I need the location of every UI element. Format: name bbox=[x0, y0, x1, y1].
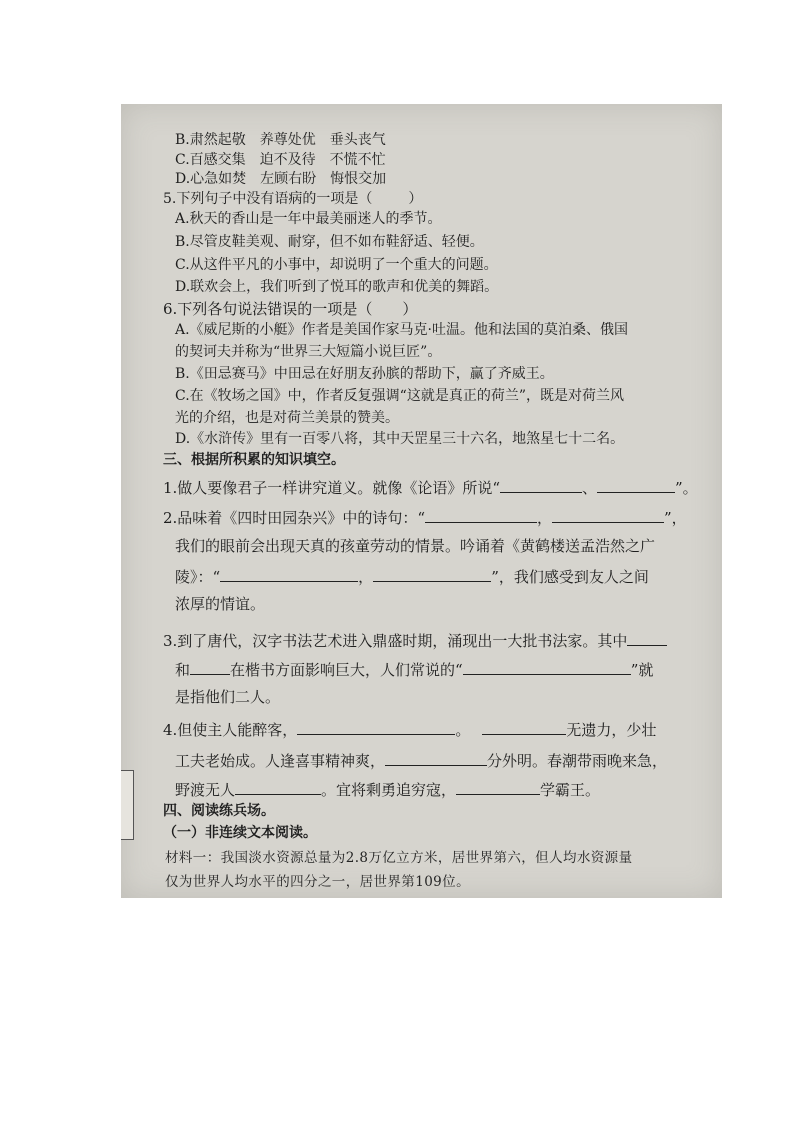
s3-q4-a1: 4.但使主人能醉客， bbox=[163, 721, 298, 739]
s3-q4-blank-2[interactable] bbox=[482, 719, 566, 735]
s3-q2-line2: 我们的眼前会出现天真的孩童劳动的情景。吟诵着《黄鹤楼送孟浩然之广 bbox=[175, 537, 656, 555]
q4-option-c: C.百感交集 迫不及待 不慌不忙 bbox=[175, 152, 386, 168]
s3-q1-text: 1.做人要像君子一样讲究道义。就像《论语》所说“ bbox=[163, 479, 500, 497]
edge-mark bbox=[121, 770, 134, 840]
s3-q4-blank-1[interactable] bbox=[297, 719, 455, 735]
q5-option-d: D.联欢会上，我们听到了悦耳的歌声和优美的舞蹈。 bbox=[175, 279, 499, 295]
q5-stem-text: 5.下列句子中没有语病的一项是（ bbox=[163, 191, 373, 207]
q5-stem bbox=[163, 190, 422, 208]
s3-q2-text: 2.品味着《四时田园杂兴》中的诗句：“ bbox=[163, 509, 425, 527]
s3-q1-blank-2[interactable] bbox=[597, 477, 675, 493]
material1-line2: 仅为世界人均水平的四分之一，居世界第109位。 bbox=[165, 874, 470, 890]
s3-q2-line1 bbox=[163, 507, 687, 528]
s3-q1-end: ”。 bbox=[675, 479, 698, 497]
q6-option-a-line1: A.《威尼斯的小艇》作者是美国作家马克·吐温。他和法国的莫泊桑、俄国 bbox=[175, 322, 629, 338]
q6-stem: 6.下列各句说法错误的一项是（ ） bbox=[163, 300, 418, 318]
s3-q2-c-end: ”，我们感受到友人之间 bbox=[491, 568, 649, 586]
q5-option-b: B.尽管皮鞋美观、耐穿，但不如布鞋舒适、轻便。 bbox=[175, 234, 484, 250]
s3-q4-a3: 无遗力，少壮 bbox=[566, 721, 657, 739]
s3-q4-blank-5[interactable] bbox=[456, 779, 540, 795]
s3-q4-c3: 学霸王。 bbox=[540, 781, 601, 799]
s3-q1 bbox=[163, 477, 698, 498]
s3-q3-line1 bbox=[163, 630, 667, 651]
q6-option-d: D.《水浒传》里有一百零八将，其中天罡星三十六名，地煞星七十二名。 bbox=[175, 431, 625, 447]
s3-q3-b3: ”就 bbox=[630, 661, 654, 679]
s3-q3-text: 3.到了唐代，汉字书法艺术进入鼎盛时期，涌现出一大批书法家。其中 bbox=[163, 632, 628, 650]
q6-option-c-line2: 光的介绍，也是对荷兰美景的赞美。 bbox=[175, 410, 399, 426]
q6-option-c-line1: C.在《牧场之国》中，作者反复强调“这就是真正的荷兰”，既是对荷兰风 bbox=[175, 388, 624, 404]
q5-option-c: C.从这件平凡的小事中，却说明了一个重大的问题。 bbox=[175, 257, 498, 273]
s3-q4-c2: 。宜将剩勇追穷寇， bbox=[321, 781, 457, 799]
s3-q2-blank-1[interactable] bbox=[425, 507, 537, 523]
s3-q3-blank-2[interactable] bbox=[190, 659, 230, 675]
s3-q4-c1: 野渡无人 bbox=[175, 781, 236, 799]
s3-q2-c-sep: ， bbox=[358, 568, 374, 586]
q5-option-a: A.秋天的香山是一年中最美丽迷人的季节。 bbox=[175, 211, 442, 227]
s3-q2-line3 bbox=[175, 566, 649, 587]
s3-q1-sep: 、 bbox=[581, 479, 597, 497]
q6-option-b: B.《田忌赛马》中田忌在好朋友孙膑的帮助下，赢了齐威王。 bbox=[175, 366, 554, 382]
s3-q3-b2: 在楷书方面影响巨大，人们常说的“ bbox=[230, 661, 463, 679]
s3-q2-sep: ， bbox=[536, 509, 552, 527]
s3-q4-line1 bbox=[163, 719, 656, 740]
s3-q4-line2 bbox=[175, 750, 667, 771]
s3-q2-line4: 浓厚的情谊。 bbox=[175, 595, 266, 613]
s3-q3-line3: 是指他们二人。 bbox=[175, 688, 281, 706]
scanned-page bbox=[121, 104, 722, 898]
section3-heading: 三、根据所积累的知识填空。 bbox=[163, 452, 345, 468]
section4-subheading: （一）非连续文本阅读。 bbox=[163, 825, 317, 841]
s3-q4-line3 bbox=[175, 779, 600, 800]
q6-option-a-line2: 的契诃夫并称为“世界三大短篇小说巨匠”。 bbox=[175, 344, 442, 360]
s3-q2-blank-2[interactable] bbox=[552, 507, 664, 523]
s3-q4-blank-3[interactable] bbox=[385, 750, 487, 766]
s3-q4-b2: 分外明。春潮带雨晚来急， bbox=[487, 752, 668, 770]
section4-heading: 四、阅读练兵场。 bbox=[163, 803, 275, 819]
q4-option-d: D.心急如焚 左顾右盼 悔恨交加 bbox=[175, 171, 387, 187]
s3-q2-end: ”， bbox=[664, 509, 687, 527]
s3-q4-blank-4[interactable] bbox=[235, 779, 321, 795]
s3-q3-line2 bbox=[175, 659, 653, 680]
s3-q2-blank-4[interactable] bbox=[373, 566, 491, 582]
s3-q1-blank-1[interactable] bbox=[500, 477, 582, 493]
q5-stem-end: ） bbox=[408, 191, 423, 207]
s3-q4-b1: 工夫老始成。人逢喜事精神爽， bbox=[175, 752, 386, 770]
s3-q4-a2: 。 bbox=[455, 721, 471, 739]
s3-q2-c-text: 陵》：“ bbox=[175, 568, 221, 586]
s3-q3-b1: 和 bbox=[175, 661, 191, 679]
material1-line1: 材料一：我国淡水资源总量为2.8万亿立方米，居世界第六，但人均水资源量 bbox=[165, 850, 633, 866]
s3-q2-blank-3[interactable] bbox=[220, 566, 358, 582]
q4-option-b: B.肃然起敬 养尊处优 垂头丧气 bbox=[175, 132, 386, 148]
s3-q3-blank-3[interactable] bbox=[463, 659, 631, 675]
s3-q3-blank-1[interactable] bbox=[627, 630, 667, 646]
